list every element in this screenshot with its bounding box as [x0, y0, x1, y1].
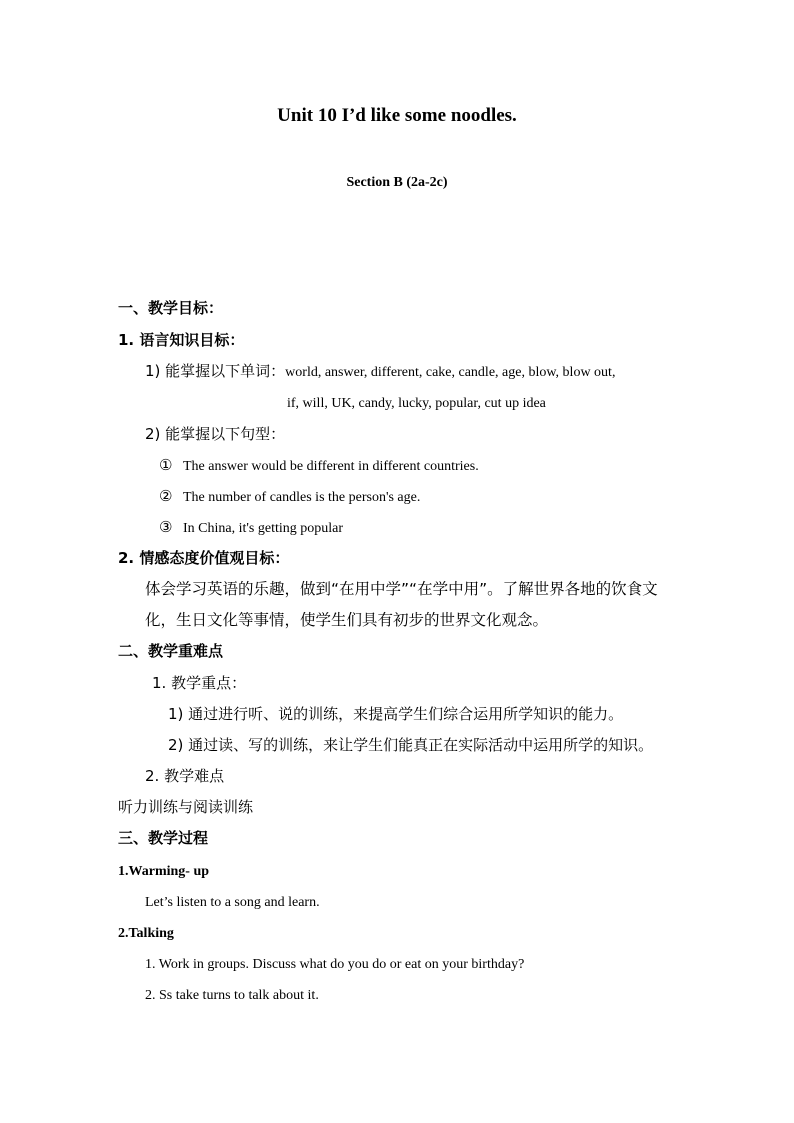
- attitude-text-line-2: 化，生日文化等事情，使学生们具有初步的世界文化观念。: [145, 611, 549, 629]
- pattern-item: [159, 489, 420, 505]
- heading-attitude-goals: 2. 情感态度价值观目标：: [118, 549, 290, 567]
- key-points-label: 1. 教学重点：: [152, 674, 247, 692]
- words-line-1: [145, 364, 615, 380]
- pattern-marker: ①: [159, 456, 173, 474]
- key-point-1: 1) 通过进行听、说的训练，来提高学生们综合运用所学知识的能力。: [168, 705, 624, 723]
- difficult-points-label: 2. 教学难点: [145, 767, 225, 785]
- pattern-text: In China, it's getting popular: [183, 521, 344, 536]
- heading-language-goals: 1. 语言知识目标：: [118, 331, 245, 349]
- words-label: 1) 能掌握以下单词：: [145, 362, 286, 380]
- talking-step-2: 2. Ss take turns to talk about it.: [145, 988, 319, 1003]
- talking-heading: 2.Talking: [118, 926, 174, 941]
- talking-step-1: 1. Work in groups. Discuss what do you do or eat on your birthday?: [145, 957, 525, 972]
- words-line-2: if, will, UK, candy, lucky, popular, cut up idea: [287, 396, 546, 411]
- pattern-marker: ③: [159, 518, 173, 536]
- pattern-text: The number of candles is the person's age.: [183, 490, 421, 505]
- attitude-text-line-1: 体会学习英语的乐趣，做到“在用中学”“在学中用”。了解世界各地的饮食文: [145, 580, 658, 598]
- words-list-1: world, answer, different, cake, candle, age, blow, blow out,: [285, 365, 616, 380]
- warming-up-text: Let’s listen to a song and learn.: [145, 895, 320, 910]
- difficult-points-text: 听力训练与阅读训练: [118, 798, 254, 816]
- pattern-item: [159, 520, 343, 536]
- section-subtitle: Section B (2a-2c): [346, 175, 448, 190]
- heading-key-difficult: 二、教学重难点: [118, 642, 224, 660]
- pattern-item: [159, 458, 479, 474]
- pattern-marker: ②: [159, 487, 173, 505]
- pattern-text: The answer would be different in different countries.: [183, 459, 479, 474]
- warming-up-heading: 1.Warming- up: [118, 864, 210, 879]
- heading-teaching-process: 三、教学过程: [118, 829, 209, 847]
- heading-teaching-goals: 一、教学目标：: [118, 299, 224, 317]
- key-point-2: 2) 通过读、写的训练，来让学生们能真正在实际活动中运用所学的知识。: [168, 736, 654, 754]
- unit-title: Unit 10 I’d like some noodles.: [277, 105, 517, 126]
- patterns-label: 2) 能掌握以下句型：: [145, 425, 286, 443]
